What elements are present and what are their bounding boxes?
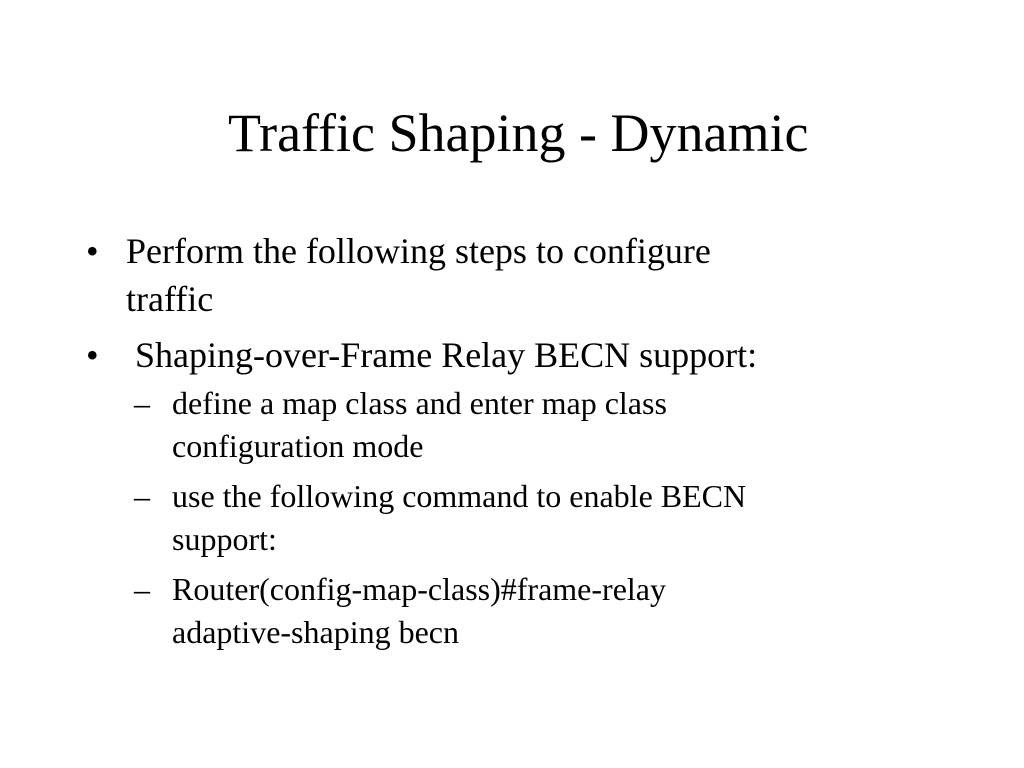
- sub-bullet-text-line: adaptive-shaping becn: [172, 614, 459, 650]
- sub-bullet-marker: –: [134, 385, 150, 421]
- sub-bullet-text-line: Router(config-map-class)#frame-relay: [172, 571, 666, 607]
- sub-bullet-text-line: support:: [172, 521, 277, 557]
- bullet-text-line: Shaping-over-Frame Relay BECN support:: [126, 335, 758, 375]
- bullet-item: [84, 331, 984, 379]
- sub-bullet-text-line: define a map class and enter map class: [172, 385, 667, 421]
- slide-title: Traffic Shaping - Dynamic: [228, 103, 809, 163]
- sub-bullet-text-line: use the following command to enable BECN: [172, 478, 747, 514]
- bullet-marker: •: [86, 231, 99, 271]
- bullet-text-line: Perform the following steps to configure: [126, 231, 711, 271]
- sub-bullet-item: [84, 475, 984, 561]
- bullet-text-line: traffic: [126, 279, 214, 319]
- bullet-item: [84, 227, 984, 323]
- sub-bullet-item: [84, 382, 984, 468]
- slide-body: [84, 227, 984, 654]
- sub-bullet-marker: –: [134, 571, 150, 607]
- sub-bullet-text-line: configuration mode: [172, 428, 424, 464]
- sub-bullet-marker: –: [134, 478, 150, 514]
- bullet-marker: •: [86, 335, 99, 375]
- sub-bullet-item: [84, 568, 984, 654]
